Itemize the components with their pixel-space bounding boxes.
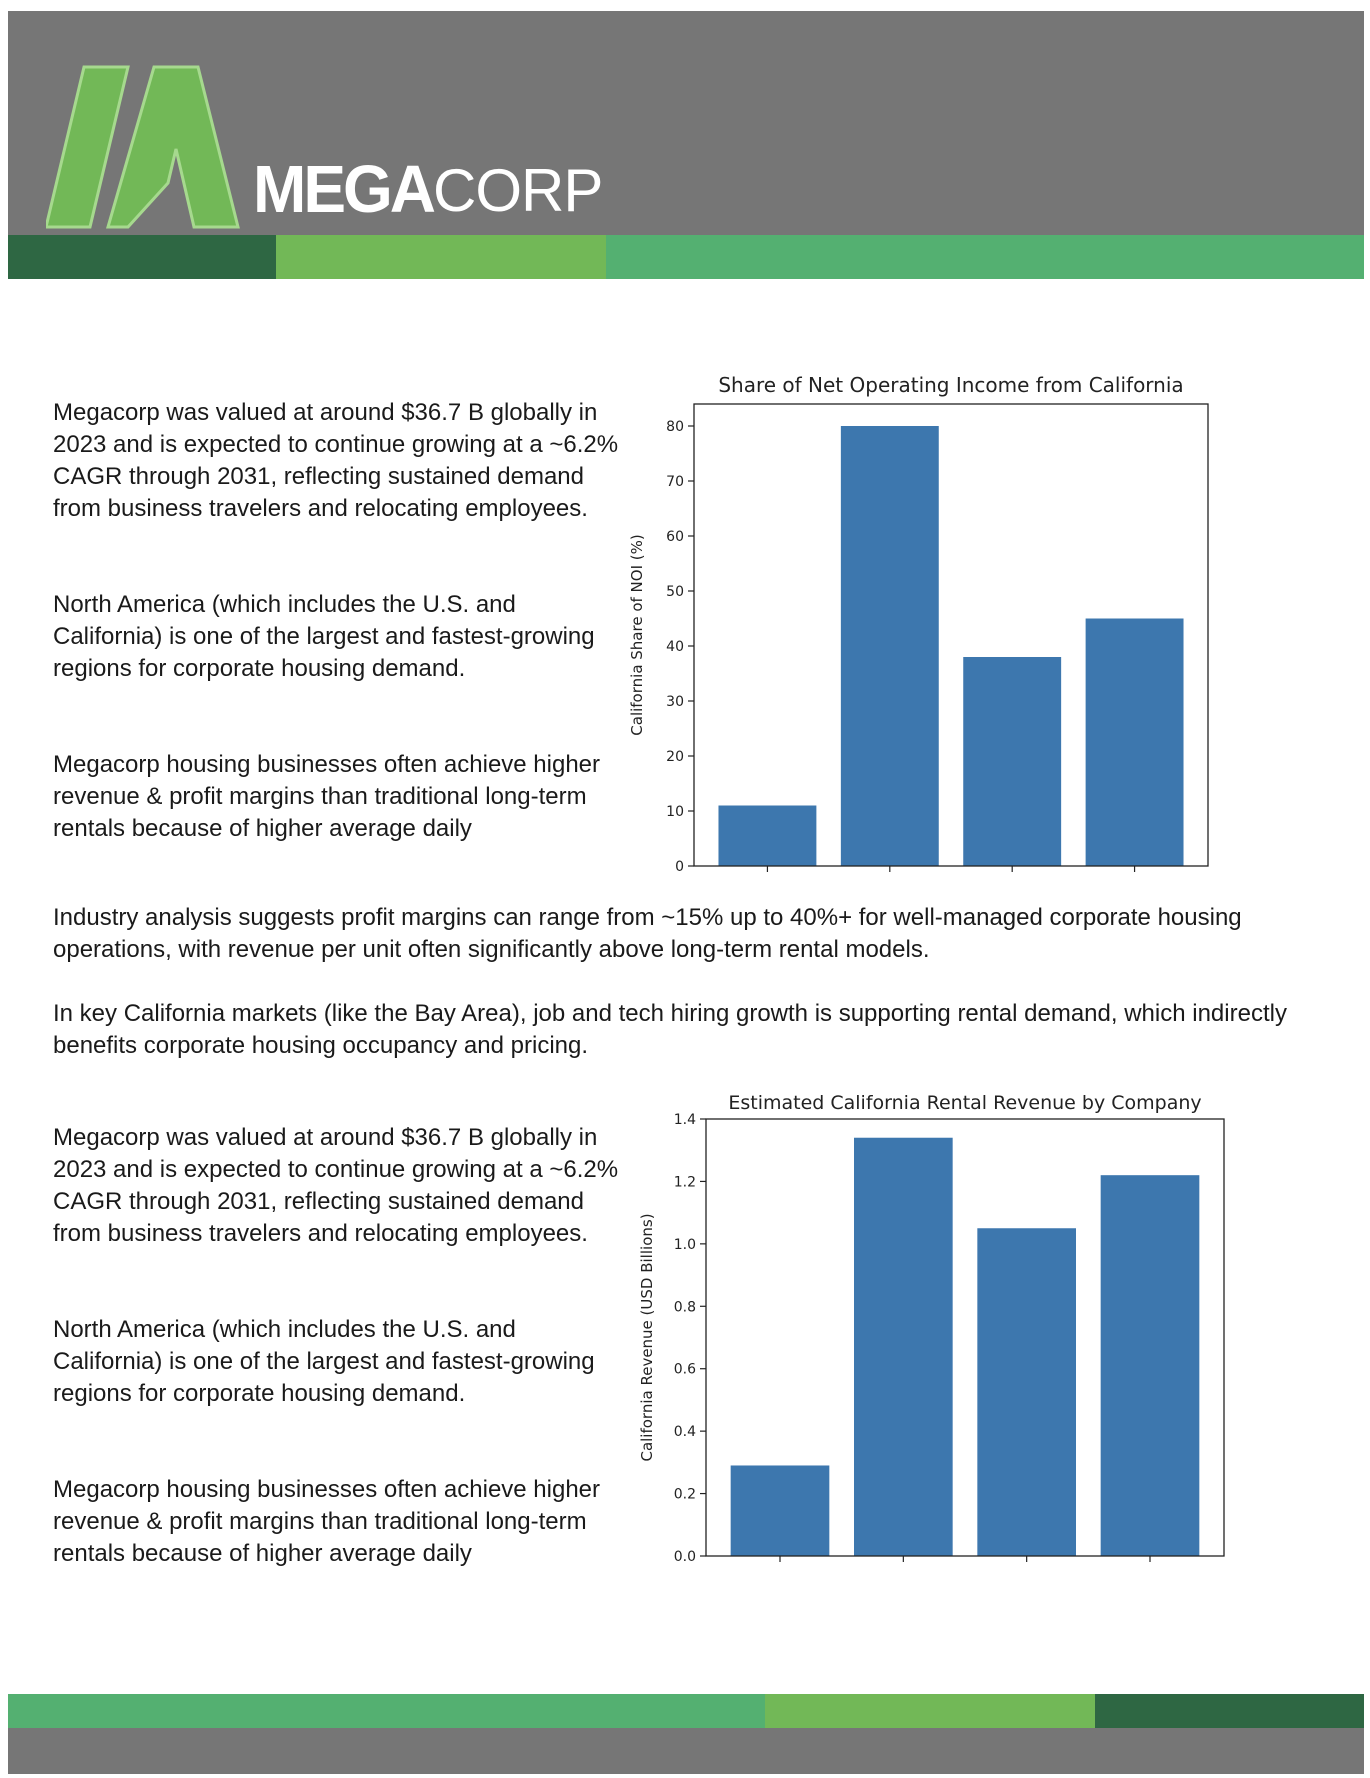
- y-tick-label: 40: [666, 639, 684, 655]
- section1-paragraph-3: Megacorp housing businesses often achieve higher revenue & profit margins than traditional long-term rentals because of higher average daily: [53, 751, 601, 842]
- section1-paragraph-2: North America (which includes the U.S. and California) is one of the largest and fastest-growing regions for corporate housing demand.: [53, 591, 595, 682]
- chart-title: Share of Net Operating Income from California: [718, 373, 1184, 397]
- y-tick-label: 1.4: [673, 1112, 696, 1128]
- section2-paragraph-3: Megacorp housing businesses often achieve higher revenue & profit margins than traditional long-term rentals because of higher average daily: [53, 1476, 601, 1567]
- y-tick-label: 0.2: [673, 1486, 696, 1503]
- middle-paragraph-2: In key California markets (like the Bay Area), job and tech hiring growth is supporting rental demand, which indirectly benefits corporate housing occupancy and pricing.: [53, 1000, 1287, 1059]
- footer-stripe-mid: [8, 1694, 765, 1728]
- megacorp-wordmark: [253, 151, 603, 227]
- bar: [1086, 619, 1184, 867]
- y-axis-label: California Share of NOI (%): [628, 534, 646, 736]
- y-tick-label: 20: [666, 749, 684, 765]
- chart-california-revenue-svg: [630, 1085, 1330, 1575]
- y-tick-label: 0.8: [673, 1299, 696, 1316]
- y-tick-label: 50: [666, 584, 684, 600]
- chart-title: Estimated California Rental Revenue by Company: [728, 1092, 1202, 1114]
- wordmark-bold: MEGA: [253, 151, 433, 227]
- y-tick-label: 1.0: [673, 1236, 696, 1253]
- section1-paragraph-1: Megacorp was valued at around $36.7 B globally in 2023 and is expected to continue growing at a ~6.2% CAGR through 2031, reflecting sustained demand from business travelers and relocating employees.: [53, 399, 619, 522]
- header-stripe-light: [276, 235, 606, 279]
- y-tick-label: 0.6: [673, 1361, 696, 1378]
- footer-stripe-dark: [1095, 1694, 1364, 1728]
- bar: [1101, 1175, 1200, 1556]
- wordmark-light: CORP: [433, 157, 603, 224]
- header-banner: [8, 11, 1364, 235]
- bar: [718, 806, 816, 867]
- y-tick-label: 70: [666, 474, 684, 490]
- bar: [854, 1138, 953, 1556]
- section2-paragraph-2: North America (which includes the U.S. and California) is one of the largest and fastest-growing regions for corporate housing demand.: [53, 1316, 595, 1407]
- chart-noi-share-svg: [620, 368, 1320, 898]
- y-tick-label: 10: [666, 804, 684, 820]
- y-tick-label: 0.4: [673, 1424, 696, 1441]
- y-tick-label: 80: [666, 419, 684, 435]
- y-tick-label: 1.2: [673, 1174, 696, 1191]
- footer-stripe-light: [765, 1694, 1095, 1728]
- chart-california-revenue: [630, 1085, 1330, 1575]
- y-tick-label: 60: [666, 529, 684, 545]
- chart-noi-share: [620, 368, 1320, 898]
- y-tick-label: 0: [675, 859, 684, 875]
- header-stripe-dark: [8, 235, 276, 279]
- bar: [841, 426, 939, 866]
- bar: [977, 1228, 1076, 1556]
- bar: [963, 657, 1061, 866]
- section2-paragraph-1: Megacorp was valued at around $36.7 B globally in 2023 and is expected to continue growing at a ~6.2% CAGR through 2031, reflecting sustained demand from business travelers and relocating employees.: [53, 1124, 619, 1247]
- y-axis-label: California Revenue (USD Billions): [638, 1213, 656, 1462]
- middle-paragraph-1: Industry analysis suggests profit margins can range from ~15% up to 40%+ for well-managed corporate housing operations, with revenue per unit often significantly above long-term rental models.: [53, 904, 1242, 963]
- header-stripe-mid: [606, 235, 1364, 279]
- y-tick-label: 0.0: [673, 1549, 696, 1565]
- bar: [731, 1465, 830, 1556]
- megacorp-logo-mark-icon: [46, 53, 246, 233]
- y-tick-label: 30: [666, 694, 684, 710]
- footer-banner: [8, 1728, 1364, 1774]
